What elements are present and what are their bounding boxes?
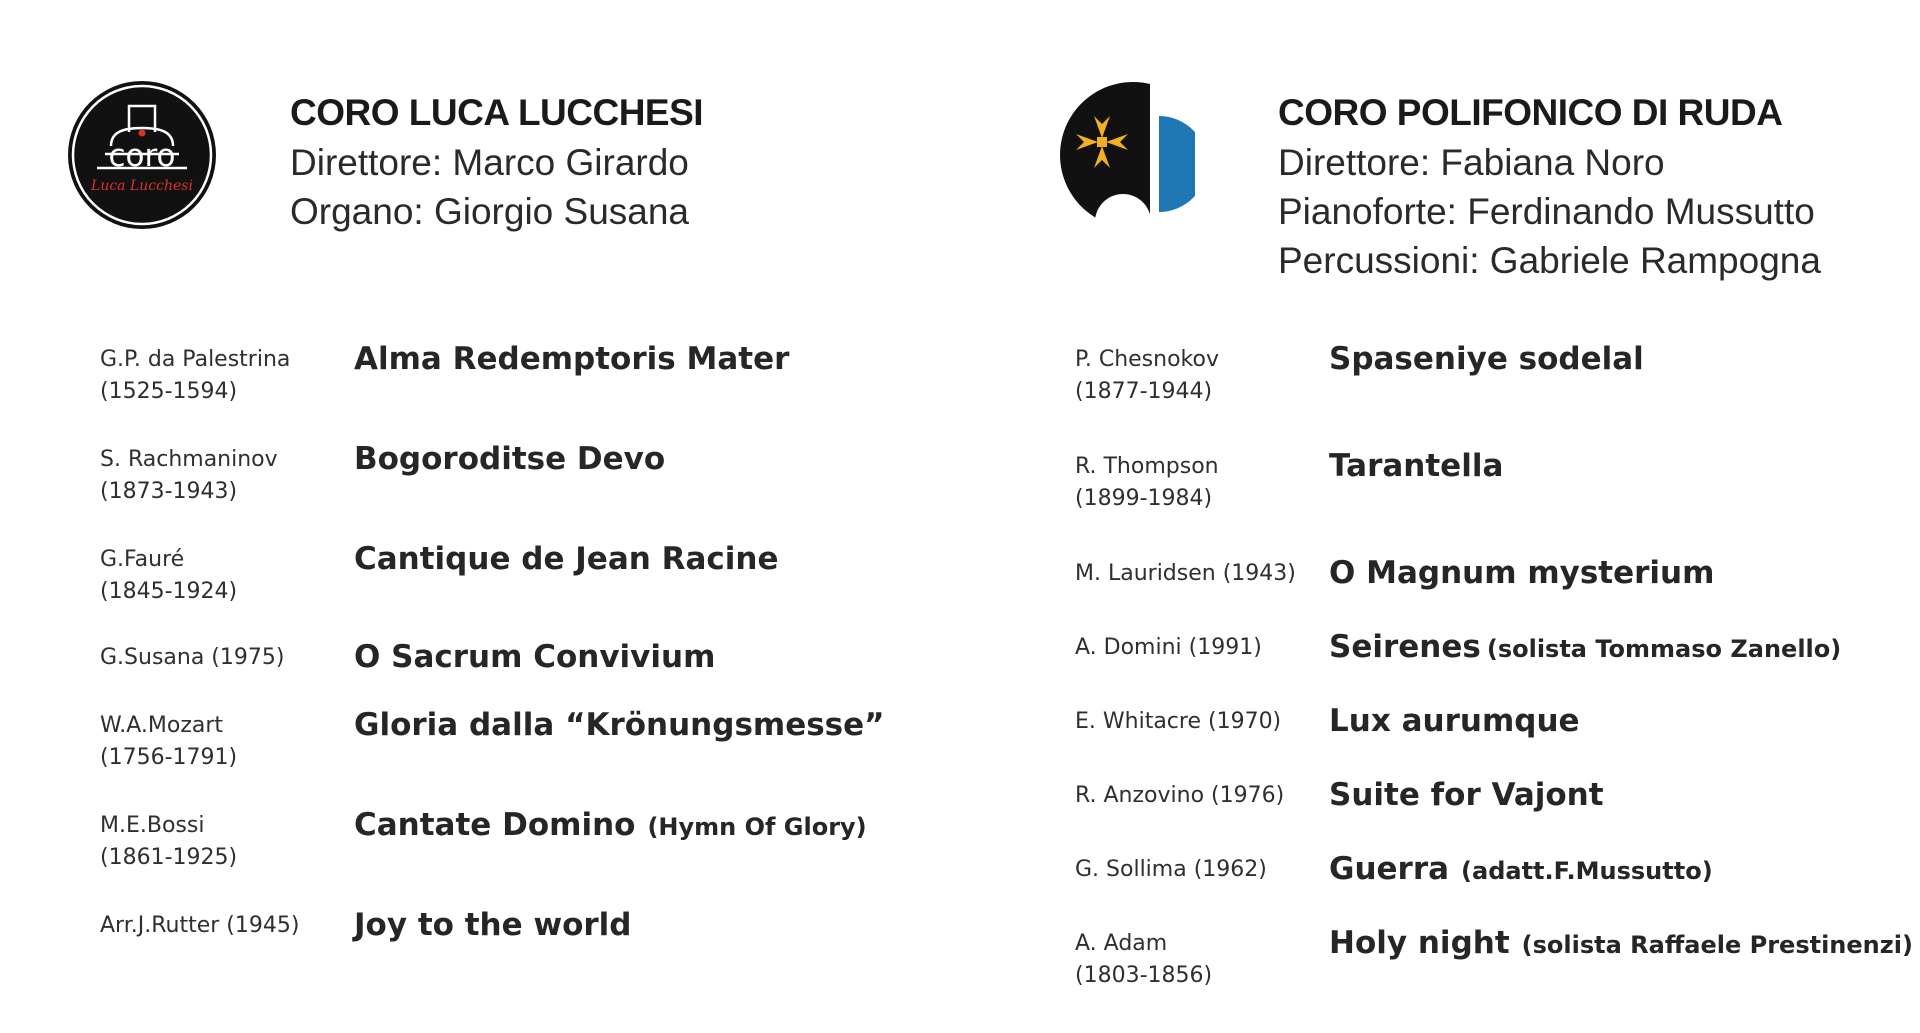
- piece-title: [354, 804, 867, 848]
- composer: [1075, 706, 1281, 738]
- piece-title: [1329, 338, 1644, 380]
- composer-name: A. Adam: [1075, 931, 1168, 956]
- piece-note: (solista Tommaso Zanello): [1486, 635, 1842, 663]
- composer: [1075, 344, 1219, 408]
- coro-luca-lucchesi-logo: [67, 80, 217, 230]
- composer-name: P. Chesnokov: [1075, 347, 1219, 372]
- piece-note: (solista Raffaele Prestinenzi): [1521, 931, 1913, 959]
- composer-years: (1873-1943): [100, 479, 238, 504]
- logo-blue-moon: [1159, 116, 1195, 212]
- ruda-logo-graphic: [1045, 80, 1195, 230]
- piece-title: [1329, 445, 1503, 487]
- composer-name: M.E.Bossi: [100, 813, 205, 838]
- composer-years: (1877-1944): [1075, 379, 1213, 404]
- composer-name: G.Fauré: [100, 547, 185, 572]
- piece-title: [1329, 922, 1913, 966]
- director-line: Direttore: Marco Girardo: [290, 142, 689, 183]
- composer-name: Arr.J.Rutter (1945): [100, 913, 300, 938]
- director-line: Direttore: Fabiana Noro: [1278, 142, 1665, 183]
- piece-name: O Sacrum Convivium: [354, 639, 716, 675]
- composer-name: R. Anzovino (1976): [1075, 783, 1285, 808]
- composer: [1075, 632, 1262, 664]
- piano-line: Pianoforte: Ferdinando Mussutto: [1278, 191, 1815, 232]
- piece-title: [1329, 700, 1580, 742]
- piece-title: [354, 904, 632, 946]
- piece-note: (Hymn Of Glory): [647, 813, 867, 841]
- piece-title: [354, 538, 779, 580]
- composer: [100, 642, 284, 674]
- piece-title: [1329, 774, 1604, 816]
- logo-text-name: Luca Lucchesi: [91, 178, 193, 194]
- piece-title: [1329, 626, 1841, 670]
- piece-title: [1329, 848, 1713, 892]
- piece-name: Joy to the world: [354, 907, 632, 943]
- composer-name: G. Sollima (1962): [1075, 857, 1267, 882]
- piece-name: Spaseniye sodelal: [1329, 341, 1644, 377]
- organ-line: Organo: Giorgio Susana: [290, 191, 690, 232]
- piece-name: Gloria dalla “Krönungsmesse”: [354, 707, 885, 743]
- composer: [100, 710, 237, 774]
- composer: [1075, 451, 1219, 515]
- composer: [1075, 780, 1284, 812]
- piece-name: Suite for Vajont: [1329, 777, 1604, 813]
- choir-header: [290, 88, 703, 236]
- coro-polifonico-di-ruda-logo: [1045, 80, 1195, 230]
- piece-name: O Magnum mysterium: [1329, 555, 1715, 591]
- composer: [1075, 928, 1212, 992]
- piece-name: Cantate Domino: [354, 807, 636, 843]
- composer-name: W.A.Mozart: [100, 713, 224, 738]
- percussion-line: Percussioni: Gabriele Rampogna: [1278, 240, 1821, 281]
- composer: [1075, 558, 1296, 590]
- composer-name: M. Lauridsen (1943): [1075, 561, 1296, 586]
- piece-name: Guerra: [1329, 851, 1450, 887]
- coro-logo-graphic: [67, 80, 217, 230]
- choir-name: CORO LUCA LUCCHESI: [290, 92, 704, 133]
- composer: [100, 910, 299, 942]
- composer-years: (1861-1925): [100, 845, 238, 870]
- piece-title: [354, 338, 789, 380]
- piece-name: Cantique de Jean Racine: [354, 541, 779, 577]
- composer-name: R. Thompson: [1075, 454, 1219, 479]
- composer: [100, 444, 278, 508]
- composer-name: E. Whitacre (1970): [1075, 709, 1282, 734]
- composer-years: (1525-1594): [100, 379, 238, 404]
- piece-name: Lux aurumque: [1329, 703, 1580, 739]
- composer-years: (1756-1791): [100, 745, 238, 770]
- piece-name: Seirenes: [1329, 629, 1481, 665]
- composer-name: A. Domini (1991): [1075, 635, 1262, 660]
- logo-red-dot: [139, 130, 146, 137]
- composer-years: (1803-1856): [1075, 963, 1213, 988]
- composer: [100, 344, 290, 408]
- composer-name: S. Rachmaninov: [100, 447, 278, 472]
- composer: [100, 544, 237, 608]
- piece-title: [354, 636, 715, 678]
- composer: [1075, 854, 1267, 886]
- composer-name: G.Susana (1975): [100, 645, 285, 670]
- choir-polifonico-di-ruda: [960, 0, 1920, 1033]
- piece-title: [1329, 552, 1714, 594]
- piece-title: [354, 704, 885, 746]
- piece-name: Holy night: [1329, 925, 1510, 961]
- composer-years: (1845-1924): [100, 579, 238, 604]
- piece-note: (adatt.F.Mussutto): [1461, 857, 1713, 885]
- piece-title: [354, 438, 665, 480]
- choir-name: CORO POLIFONICO DI RUDA: [1278, 92, 1783, 133]
- piece-name: Alma Redemptoris Mater: [354, 341, 790, 377]
- composer-years: (1899-1984): [1075, 486, 1213, 511]
- piece-name: Bogoroditse Devo: [354, 441, 666, 477]
- choir-header: [1278, 88, 1821, 285]
- composer-name: G.P. da Palestrina: [100, 347, 291, 372]
- composer: [100, 810, 237, 874]
- piece-name: Tarantella: [1329, 448, 1504, 484]
- logo-text-coro: coro: [108, 138, 176, 174]
